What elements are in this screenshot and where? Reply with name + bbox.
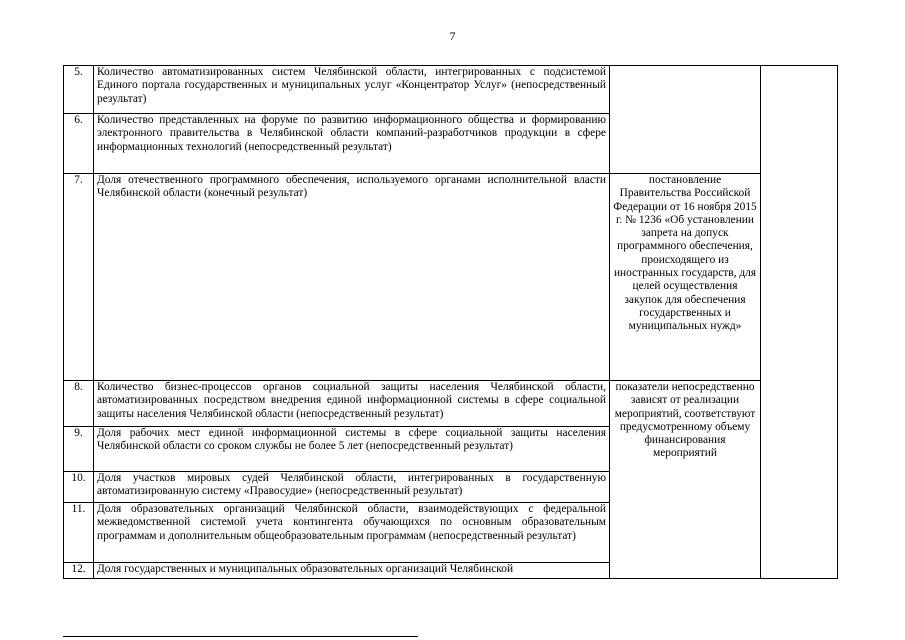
bottom-rule [63, 636, 418, 637]
row-text: Количество бизнес-процессов органов социальной защиты населения Челябинской области, автоматизированных посредством внедрения единой информационной системы в сфере социальной защиты населения Челябинской области (непосредственный результат) [94, 381, 610, 427]
last-column-cell [761, 66, 838, 579]
indicators-table [63, 65, 838, 579]
row-text: Доля отечественного программного обеспечения, используемого органами исполнительной власти Челябинской области (конечный результат) [94, 174, 610, 381]
row-number: 9. [64, 427, 94, 472]
table-row [64, 66, 838, 114]
row-number: 8. [64, 381, 94, 427]
page-number: 7 [449, 29, 456, 43]
row-text: Количество представленных на форуме по развитию информационного общества и формированию электронного правительства в Челябинской области компаний-разработчиков продукции в сфере информационных технологий (непосредственный результат) [94, 114, 610, 174]
note-dependency: показатели непосредственно зависят от реализации мероприятий, соответствуют предусмотренному объему финансирования мероприятий [610, 381, 761, 579]
row-number: 12. [64, 563, 94, 579]
note-cell-empty [610, 66, 761, 174]
row-number: 5. [64, 66, 94, 114]
row-number: 6. [64, 114, 94, 174]
row-number: 7. [64, 174, 94, 381]
row-number: 11. [64, 503, 94, 563]
row-text: Доля образовательных организаций Челябинской области, взаимодействующих с федеральной межведомственной системой учета контингента обучающихся по основным образовательным программам и дополнительным общеобразовательным программам (непосредственный результат) [94, 503, 610, 563]
row-text: Доля участков мировых судей Челябинской области, интегрированных в государственную автоматизированную систему «Правосудие» (непосредственный результат) [94, 472, 610, 503]
table-row [64, 174, 838, 381]
table-row [64, 381, 838, 427]
row-text: Доля государственных и муниципальных образовательных организаций Челябинской [94, 563, 610, 579]
row-number: 10. [64, 472, 94, 503]
row-text: Количество автоматизированных систем Челябинской области, интегрированных с подсистемой Единого портала государственных и муниципальных услуг «Концентратор Услуг» (непосредственный результат) [94, 66, 610, 114]
row-text: Доля рабочих мест единой информационной системы в сфере социальной защиты населения Челябинской области со сроком службы не более 5 лет (непосредственный результат) [94, 427, 610, 472]
note-resolution: постановление Правительства Российской Федерации от 16 ноября 2015 г. № 1236 «Об установлении запрета на допуск программного обеспечения, происходящего из иностранных государств, для целей осуществления закупок для обеспечения государственных и муниципальных нужд» [610, 174, 761, 381]
